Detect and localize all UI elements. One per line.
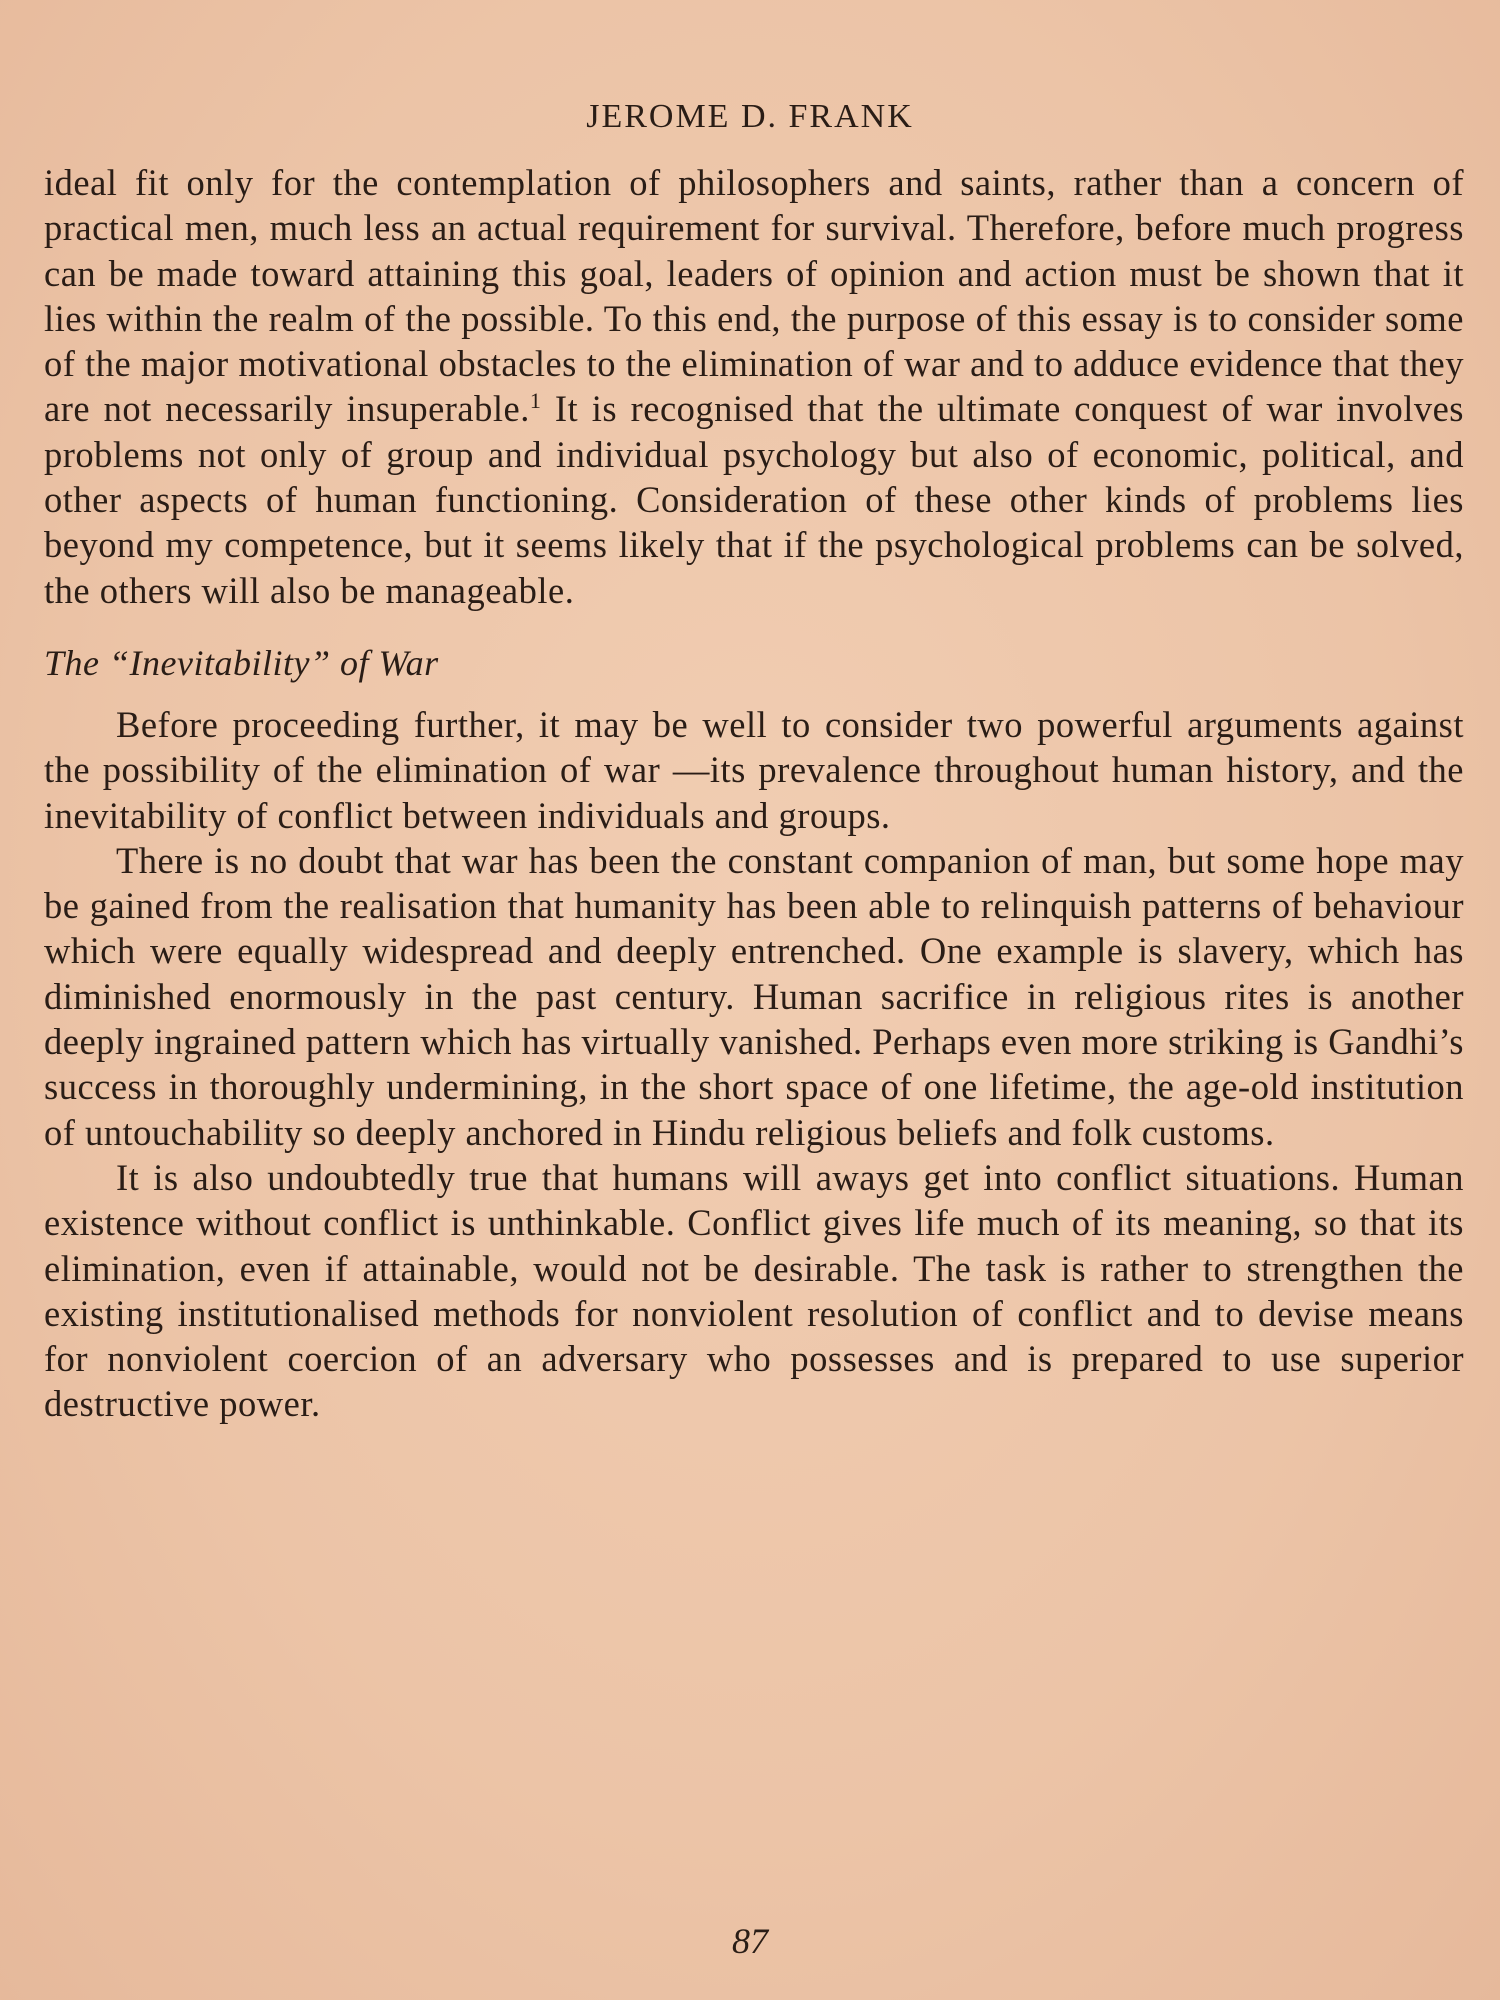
paragraph-1-continuation: It is recognised that the ultimate conquest of war involves problems not only of group and individual psychology but also of economic, political, and other aspects of human functioning. Consideration of these other kinds of problems lies beyond my competence, but it seems likely that if the psychological problems can be solved, the others will also be manageable. <box>44 388 1464 611</box>
paragraph-2: Before proceeding further, it may be well to consider two powerful arguments against the possibility of the elimination of war —its prevalence throughout human history, and the inevitability of conflict between individuals and groups. <box>44 703 1464 836</box>
paragraph-3: There is no doubt that war has been the constant companion of man, but some hope may be gained from the realisation that humanity has been able to relinquish patterns of behaviour which were equally widespread and deeply entrenched. One example is slavery, which has diminished enormously in the past century. Human sacrifice in religious rites is another deeply ingrained pattern which has virtually vanished. Perhaps even more striking is Gandhi’s success in thoroughly undermining, in the short space of one lifetime, the age-old institution of untouchability so deeply anchored in Hindu religious beliefs and folk customs. <box>44 839 1464 1153</box>
page-number: 87 <box>732 1921 768 1961</box>
footnote-marker: 1 <box>529 388 542 414</box>
paragraph-1-text: ideal fit only for the contemplation of philosophers and saints, rather than a concern of practical men, much less an actual requirement for survival. Therefore, before much progress can be made toward attaining this goal, leaders of opinion and action must be shown that it lies within the realm of the possible. To this end, the purpose of this essay is to consider some of the major motivational obstacles to the elimination of war and to adduce evidence that they are not necessarily insuperable. <box>44 162 1464 430</box>
paragraph-1 <box>44 160 1464 613</box>
paragraph-4: It is also undoubtedly true that humans will aways get into conflict situations. Human existence without conflict is unthinkable. Conflict gives life much of its meaning, so that its elimination, even if attainable, would not be desirable. The task is rather to strengthen the existing institutionalised methods for nonviolent resolution of conflict and to devise means for nonviolent coercion of an adversary who possesses and is prepared to use superior destructive power. <box>44 1156 1464 1425</box>
section-heading: The “Inevitability” of War <box>44 642 439 683</box>
running-head: JEROME D. FRANK <box>586 98 914 135</box>
page-body <box>44 160 1464 1427</box>
